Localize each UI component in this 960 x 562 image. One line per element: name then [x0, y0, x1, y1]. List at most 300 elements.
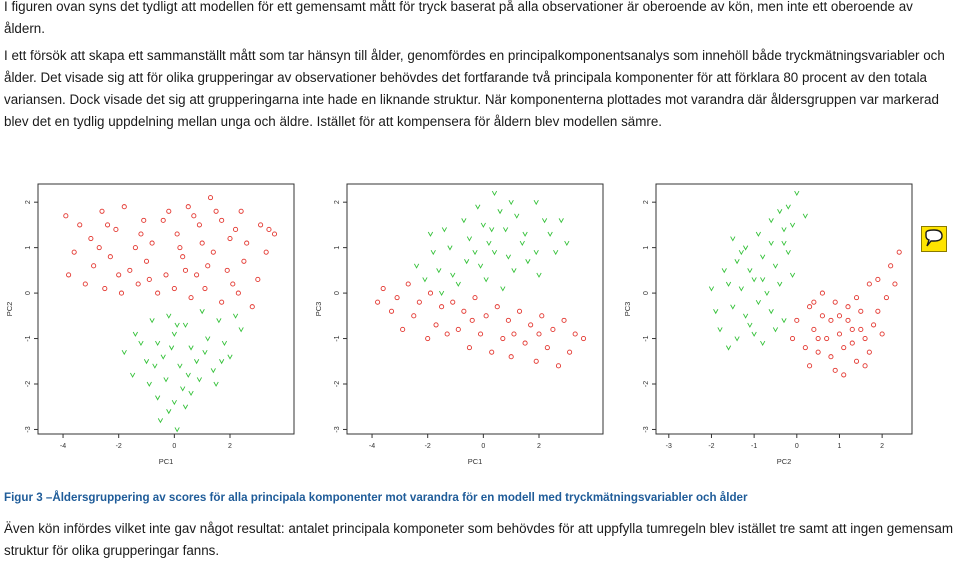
data-point-o	[406, 282, 410, 286]
x-tick-label: 2	[228, 443, 232, 450]
data-point-o	[534, 359, 538, 363]
figure-3-scatter-plots	[0, 176, 960, 472]
y-axis-label: PC3	[314, 301, 323, 317]
data-point-v	[726, 346, 730, 350]
data-point-o	[795, 318, 799, 322]
data-point-o	[142, 218, 146, 222]
x-tick-label: -4	[368, 443, 376, 450]
x-tick-label: 2	[537, 443, 541, 450]
data-point-o	[147, 277, 151, 281]
data-point-o	[225, 268, 229, 272]
data-point-v	[731, 237, 735, 241]
data-point-v	[769, 241, 773, 245]
data-point-o	[78, 223, 82, 227]
data-point-v	[773, 327, 777, 331]
data-point-v	[756, 232, 760, 236]
data-point-o	[863, 336, 867, 340]
data-point-o	[854, 296, 858, 300]
data-point-o	[581, 336, 585, 340]
data-point-v	[790, 223, 794, 227]
data-point-o	[462, 309, 466, 313]
data-point-v	[506, 255, 510, 259]
data-point-o	[133, 246, 137, 250]
data-point-v	[748, 268, 752, 272]
data-point-o	[117, 273, 121, 277]
data-point-o	[551, 327, 555, 331]
y-tick-label: 2	[334, 200, 341, 205]
data-point-v	[167, 314, 171, 318]
data-point-v	[760, 255, 764, 259]
data-point-o	[122, 205, 126, 209]
data-point-v	[709, 287, 713, 291]
plot-frame	[656, 184, 912, 434]
data-point-o	[825, 336, 829, 340]
data-point-o	[889, 264, 893, 268]
data-point-o	[114, 227, 118, 231]
x-axis-label: PC1	[158, 457, 174, 466]
data-point-o	[167, 209, 171, 213]
data-point-v	[456, 282, 460, 286]
data-point-v	[172, 332, 176, 336]
data-point-v	[214, 382, 218, 386]
data-point-v	[428, 232, 432, 236]
data-point-v	[155, 396, 159, 400]
data-point-v	[158, 418, 162, 422]
data-point-o	[119, 291, 123, 295]
x-tick-label: -2	[708, 443, 715, 450]
data-point-v	[423, 277, 427, 281]
data-point-o	[164, 273, 168, 277]
data-point-v	[473, 250, 477, 254]
data-point-v	[478, 264, 482, 268]
data-point-o	[540, 314, 544, 318]
data-point-v	[144, 359, 148, 363]
data-point-v	[219, 359, 223, 363]
data-point-v	[189, 391, 193, 395]
data-point-o	[103, 286, 107, 290]
y-tick-label: -1	[25, 335, 32, 342]
data-point-v	[222, 341, 226, 345]
data-point-o	[242, 259, 246, 263]
x-axis-label: PC1	[467, 457, 483, 466]
x-tick-label: -3	[665, 443, 672, 450]
data-point-o	[245, 241, 249, 245]
data-point-o	[376, 300, 380, 304]
data-point-o	[820, 291, 824, 295]
x-tick-label: 1	[837, 443, 842, 450]
x-tick-label: 0	[794, 443, 799, 450]
y-tick-label: -2	[25, 380, 32, 388]
data-point-v	[795, 191, 799, 195]
data-point-o	[156, 291, 160, 295]
data-point-o	[239, 209, 243, 213]
data-point-o	[175, 232, 179, 236]
data-point-v	[773, 264, 777, 268]
data-point-v	[714, 309, 718, 313]
data-point-o	[233, 227, 237, 231]
data-point-o	[829, 318, 833, 322]
y-tick-label: -2	[643, 380, 650, 388]
data-point-o	[195, 273, 199, 277]
data-point-v	[153, 364, 157, 368]
data-point-v	[803, 214, 807, 218]
data-point-v	[206, 337, 210, 341]
data-point-v	[509, 200, 513, 204]
speech-bubble-icon[interactable]	[921, 226, 947, 252]
data-point-o	[197, 223, 201, 227]
data-point-o	[214, 209, 218, 213]
data-point-o	[256, 277, 260, 281]
data-point-o	[837, 314, 841, 318]
data-point-o	[863, 364, 867, 368]
data-point-v	[233, 314, 237, 318]
data-point-o	[545, 346, 549, 350]
data-point-o	[136, 282, 140, 286]
data-point-o	[105, 223, 109, 227]
data-point-o	[451, 300, 455, 304]
data-point-o	[867, 350, 871, 354]
data-point-v	[537, 273, 541, 277]
data-point-o	[893, 282, 897, 286]
data-point-v	[534, 250, 538, 254]
y-tick-label: -1	[643, 335, 650, 342]
data-point-o	[846, 318, 850, 322]
data-point-o	[876, 309, 880, 313]
data-point-v	[155, 341, 159, 345]
data-point-v	[559, 218, 563, 222]
data-point-o	[100, 209, 104, 213]
y-tick-label: 0	[643, 291, 650, 296]
data-point-o	[264, 250, 268, 254]
data-point-o	[228, 236, 232, 240]
data-point-o	[880, 332, 884, 336]
data-point-o	[231, 282, 235, 286]
scatter-plot-pc2-pc3	[618, 176, 918, 472]
data-point-v	[726, 282, 730, 286]
data-point-v	[498, 209, 502, 213]
data-point-v	[169, 346, 173, 350]
data-point-o	[434, 323, 438, 327]
data-point-v	[769, 218, 773, 222]
data-point-v	[756, 300, 760, 304]
scatter-plot-pc1-pc3	[309, 176, 609, 472]
data-point-v	[503, 227, 507, 231]
data-point-o	[850, 327, 854, 331]
data-point-o	[89, 236, 93, 240]
data-point-o	[72, 250, 76, 254]
data-point-o	[495, 305, 499, 309]
data-point-o	[473, 296, 477, 300]
x-tick-label: 0	[481, 443, 486, 450]
data-point-v	[786, 205, 790, 209]
x-tick-label: 0	[172, 443, 177, 450]
data-point-v	[147, 382, 151, 386]
data-point-o	[523, 341, 527, 345]
data-point-v	[501, 287, 505, 291]
data-point-o	[108, 255, 112, 259]
data-point-o	[259, 223, 263, 227]
data-point-v	[526, 259, 530, 263]
data-point-v	[743, 246, 747, 250]
data-point-v	[451, 273, 455, 277]
data-point-v	[565, 241, 569, 245]
data-point-o	[192, 214, 196, 218]
data-point-v	[752, 332, 756, 336]
data-point-v	[722, 268, 726, 272]
data-point-v	[217, 318, 221, 322]
data-point-v	[414, 264, 418, 268]
data-point-o	[440, 305, 444, 309]
data-point-o	[172, 286, 176, 290]
data-point-o	[501, 336, 505, 340]
data-point-o	[470, 318, 474, 322]
y-tick-label: 2	[643, 200, 650, 205]
data-point-o	[829, 355, 833, 359]
data-point-o	[250, 305, 254, 309]
data-point-v	[175, 323, 179, 327]
y-tick-label: -3	[25, 426, 32, 433]
data-point-o	[64, 214, 68, 218]
data-point-v	[484, 277, 488, 281]
y-tick-label: -3	[643, 426, 650, 433]
y-tick-label: 0	[334, 291, 341, 296]
data-point-v	[765, 291, 769, 295]
data-point-o	[208, 196, 212, 200]
data-point-v	[489, 227, 493, 231]
data-point-o	[92, 264, 96, 268]
data-point-v	[150, 318, 154, 322]
y-tick-label: 1	[25, 245, 32, 250]
data-point-v	[523, 232, 527, 236]
data-point-o	[897, 250, 901, 254]
data-point-o	[67, 273, 71, 277]
data-point-v	[462, 218, 466, 222]
data-point-o	[83, 282, 87, 286]
data-point-o	[562, 318, 566, 322]
data-point-o	[128, 268, 132, 272]
data-point-v	[760, 341, 764, 345]
data-point-v	[542, 218, 546, 222]
x-tick-label: 2	[880, 443, 885, 450]
data-point-v	[735, 259, 739, 263]
data-point-o	[267, 227, 271, 231]
data-point-v	[487, 241, 491, 245]
data-point-v	[534, 200, 538, 204]
data-point-o	[236, 291, 240, 295]
data-point-v	[431, 250, 435, 254]
y-tick-label: 0	[25, 291, 32, 296]
data-point-o	[97, 246, 101, 250]
data-point-v	[239, 327, 243, 331]
data-point-o	[478, 332, 482, 336]
data-point-v	[178, 364, 182, 368]
data-point-o	[833, 368, 837, 372]
x-tick-label: -2	[115, 443, 122, 450]
data-point-v	[439, 291, 443, 295]
data-point-v	[492, 191, 496, 195]
data-point-v	[769, 309, 773, 313]
data-point-v	[739, 287, 743, 291]
data-point-o	[820, 314, 824, 318]
data-point-o	[401, 327, 405, 331]
data-point-o	[186, 205, 190, 209]
data-point-v	[743, 314, 747, 318]
data-point-v	[760, 277, 764, 281]
data-point-o	[161, 218, 165, 222]
data-point-o	[573, 332, 577, 336]
data-point-o	[189, 296, 193, 300]
data-point-v	[731, 305, 735, 309]
data-point-o	[183, 268, 187, 272]
data-point-v	[782, 318, 786, 322]
data-point-v	[464, 259, 468, 263]
data-point-o	[150, 241, 154, 245]
data-point-v	[748, 323, 752, 327]
data-point-v	[548, 232, 552, 236]
data-point-v	[437, 268, 441, 272]
data-point-o	[884, 296, 888, 300]
data-point-v	[481, 223, 485, 227]
data-point-o	[272, 232, 276, 236]
data-point-o	[529, 323, 533, 327]
data-point-v	[122, 350, 126, 354]
data-point-o	[833, 300, 837, 304]
intro-paragraph: I figuren ovan syns det tydligt att modellen för ett gemensamt mått för tryck baserat på alla observationer är oberoende av kön, men inte ett oberoende av åldern.	[4, 0, 913, 36]
y-tick-label: 1	[643, 245, 650, 250]
data-point-v	[194, 359, 198, 363]
data-point-v	[200, 309, 204, 313]
y-axis-label: PC2	[5, 301, 14, 317]
data-point-o	[211, 250, 215, 254]
data-point-v	[739, 250, 743, 254]
data-point-o	[837, 332, 841, 336]
y-tick-label: -3	[334, 426, 341, 433]
data-point-o	[803, 346, 807, 350]
data-point-o	[426, 336, 430, 340]
data-point-v	[735, 337, 739, 341]
data-point-o	[484, 314, 488, 318]
data-point-o	[203, 286, 207, 290]
data-point-v	[183, 323, 187, 327]
data-point-v	[786, 250, 790, 254]
data-point-v	[512, 268, 516, 272]
data-point-o	[850, 341, 854, 345]
data-point-o	[556, 364, 560, 368]
data-point-v	[448, 246, 452, 250]
data-point-v	[186, 373, 190, 377]
y-tick-label: 1	[334, 245, 341, 250]
data-point-v	[782, 227, 786, 231]
data-point-o	[139, 232, 143, 236]
data-point-o	[512, 332, 516, 336]
data-point-o	[872, 323, 876, 327]
data-point-v	[133, 332, 137, 336]
data-point-o	[395, 296, 399, 300]
data-point-o	[509, 355, 513, 359]
data-point-o	[467, 346, 471, 350]
data-point-o	[842, 346, 846, 350]
data-point-o	[816, 336, 820, 340]
data-point-o	[490, 350, 494, 354]
data-point-o	[854, 359, 858, 363]
data-point-v	[515, 214, 519, 218]
data-point-o	[808, 364, 812, 368]
data-point-v	[167, 409, 171, 413]
data-point-o	[859, 327, 863, 331]
data-point-o	[389, 309, 393, 313]
data-point-v	[161, 355, 165, 359]
data-point-o	[381, 286, 385, 290]
data-point-o	[859, 309, 863, 313]
data-point-o	[220, 218, 224, 222]
data-point-v	[442, 227, 446, 231]
scatter-plot-pc1-pc2	[0, 176, 300, 472]
data-point-v	[782, 241, 786, 245]
x-tick-label: -4	[59, 443, 67, 450]
gender-paragraph: Även kön infördes vilket inte gav något resultat: antalet principala komponeter som behövdes för att uppfylla tumregeln blev istället tre samt att ingen gemensam struktur för olika grupperingar fanns.	[4, 521, 954, 558]
data-point-o	[808, 305, 812, 309]
data-point-o	[517, 309, 521, 313]
figure-caption: Figur 3 –Åldersgruppering av scores för alla principala komponenter mot varandra för en modell med tryckmätningsvariabler och ålder	[4, 491, 748, 504]
scatter-pc2-pc3-svg	[618, 176, 918, 472]
y-axis-label: PC3	[623, 301, 632, 317]
data-point-o	[537, 332, 541, 336]
data-point-v	[467, 237, 471, 241]
data-point-v	[130, 373, 134, 377]
plot-frame	[38, 184, 294, 434]
plot-frame	[347, 184, 603, 434]
data-point-o	[220, 300, 224, 304]
data-point-o	[846, 305, 850, 309]
data-point-o	[842, 373, 846, 377]
data-point-o	[417, 300, 421, 304]
data-point-o	[816, 350, 820, 354]
data-point-v	[790, 273, 794, 277]
data-point-o	[144, 259, 148, 263]
y-tick-label: -1	[334, 335, 341, 342]
data-point-v	[197, 377, 201, 381]
data-point-v	[203, 350, 207, 354]
data-point-v	[164, 377, 168, 381]
data-point-v	[778, 209, 782, 213]
data-point-v	[752, 277, 756, 281]
data-point-v	[553, 250, 557, 254]
y-tick-label: 2	[25, 200, 32, 205]
data-point-o	[178, 246, 182, 250]
data-point-o	[812, 327, 816, 331]
data-point-o	[200, 241, 204, 245]
data-point-o	[790, 336, 794, 340]
data-point-v	[211, 368, 215, 372]
data-point-v	[189, 346, 193, 350]
x-tick-label: -2	[424, 443, 431, 450]
data-point-v	[476, 205, 480, 209]
x-tick-label: -1	[751, 443, 758, 450]
data-point-o	[506, 318, 510, 322]
data-point-v	[520, 241, 524, 245]
data-point-o	[812, 300, 816, 304]
data-point-v	[172, 400, 176, 404]
data-point-v	[175, 427, 179, 431]
data-point-v	[718, 327, 722, 331]
data-point-v	[778, 282, 782, 286]
data-point-o	[206, 264, 210, 268]
data-point-v	[492, 250, 496, 254]
data-point-o	[456, 327, 460, 331]
data-point-o	[445, 332, 449, 336]
data-point-v	[180, 387, 184, 391]
scatter-pc1-pc3-svg	[309, 176, 609, 472]
